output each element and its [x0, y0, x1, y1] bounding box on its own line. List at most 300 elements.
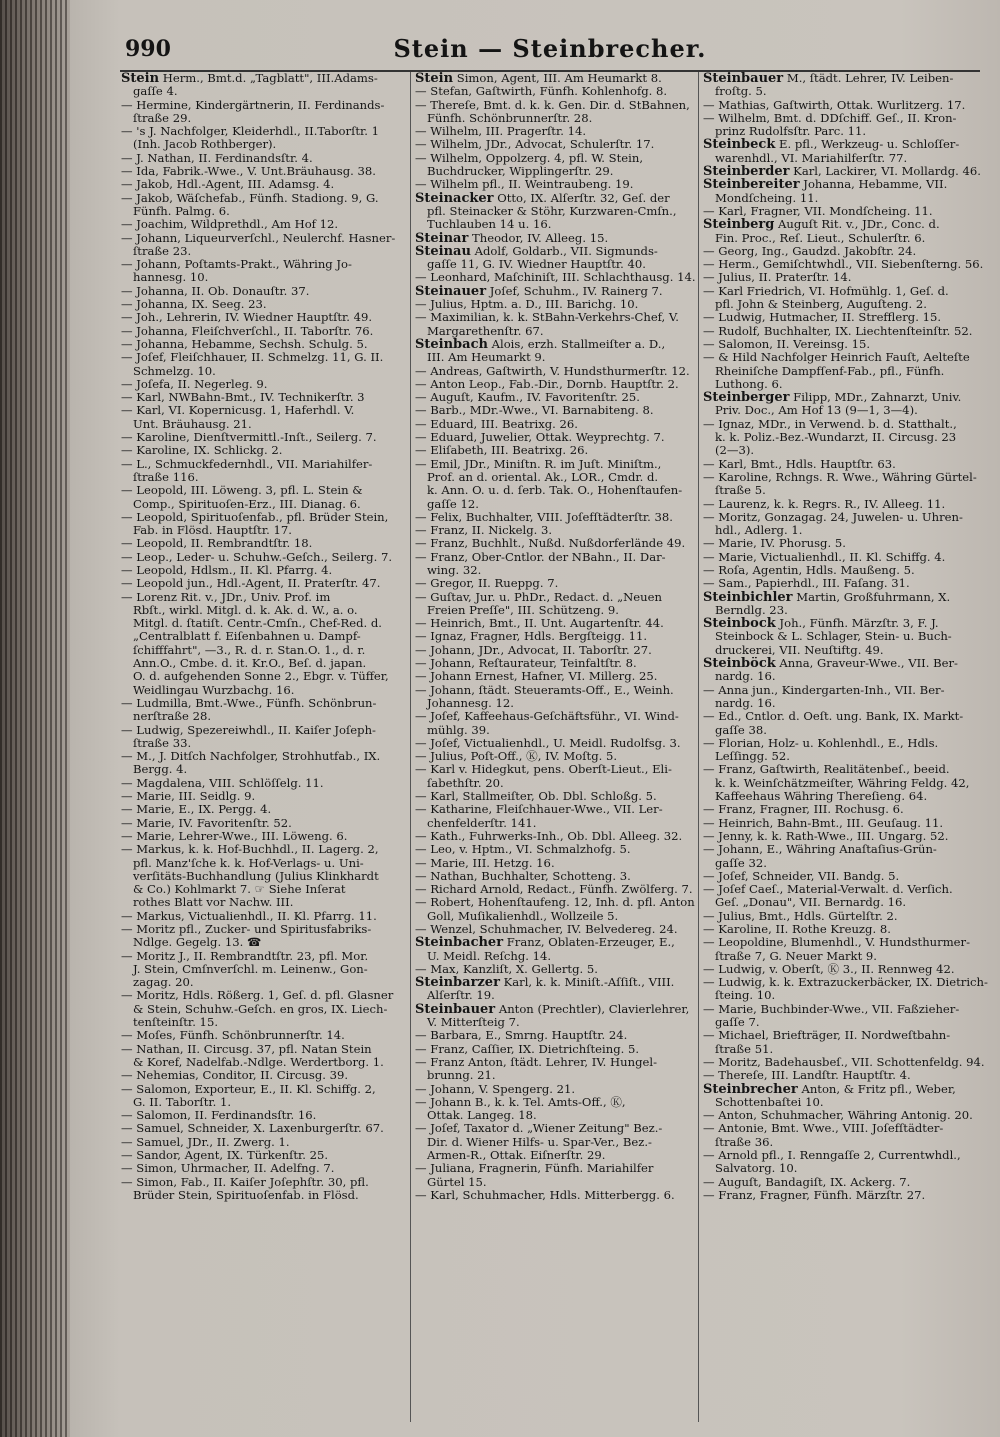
- entry-line: — Joſef, Taxator d. „Wiener Zeitung" Bez.-: [415, 1122, 663, 1136]
- entry-line: (Inh. Jacob Rothberger).: [133, 138, 277, 152]
- entry-line: — Wenzel, Schuhmacher, IV. Belvedereg. 24.: [415, 923, 678, 936]
- directory-entry: [415, 1122, 700, 1162]
- entry-line: — Johanna, IX. Seeg. 23.: [121, 298, 267, 312]
- directory-entry: [415, 936, 700, 963]
- entry-headword: Steinbach: [415, 337, 488, 352]
- entry-line: Luthong. 6.: [715, 377, 783, 391]
- entry-line: Mitgl. d. ſtatiſt. Centr.-Cmſn., Chef-Red. d.: [133, 617, 382, 631]
- entry-line: Steinbock & L. Schlager, Stein- u. Buch-: [715, 630, 952, 644]
- directory-entry: [703, 737, 988, 764]
- entry-line: ſtraße 36.: [715, 1135, 774, 1149]
- page-number: 990: [125, 36, 171, 62]
- entry-line: — Franz, Ober-Cntlor. der NBahn., II. Dar-: [415, 550, 666, 564]
- directory-entry: [121, 697, 406, 724]
- entry-line: — Anton Leop., Fab.-Dir., Dornb. Hauptſtr. 2.: [415, 377, 679, 391]
- entry-line: Schmelzg. 10.: [133, 364, 216, 378]
- directory-entry: [121, 285, 406, 298]
- directory-entry: [121, 152, 406, 165]
- directory-entry: [121, 232, 406, 259]
- directory-entry: [415, 378, 700, 391]
- entry-line: — Samuel, Schneider, X. Laxenburgerſtr. 67.: [121, 1122, 384, 1136]
- entry-line: Stein Simon, Agent, III. Am Heumarkt 8.: [415, 72, 662, 86]
- entry-line: U. Meidl. Reſchg. 14.: [427, 949, 552, 963]
- directory-entry: [121, 391, 406, 404]
- entry-line: — Ed., Cntlor. d. Oeſt. ung. Bank, IX. Markt-: [703, 710, 964, 724]
- entry-headword: Steinbereiter: [703, 178, 800, 192]
- directory-entry: [703, 271, 988, 284]
- column-2: [415, 72, 700, 1422]
- directory-entry: [415, 857, 700, 870]
- entry-line: — Robert, Hohenſtaufeng. 12, Inh. d. pfl. Anton: [415, 896, 695, 910]
- entry-line: — 's J. Nachfolger, Kleiderhdl., II.Taborſtr. 1: [121, 125, 380, 139]
- entry-line: — Laurenz, k. k. Regrs. R., IV. Alleeg. 11.: [703, 497, 946, 511]
- entry-line: ſabethſtr. 20.: [427, 776, 504, 790]
- directory-entry: [415, 551, 700, 578]
- entry-line: Kaffeehaus Währing Thereſieng. 64.: [715, 790, 928, 804]
- entry-line: — Rudolf, Buchhalter, IX. Liechtenſteinſtr. 52.: [703, 324, 973, 338]
- entry-line: Armen-R., Ottak. Eiſnerſtr. 29.: [427, 1149, 606, 1163]
- entry-line: Gürtel 15.: [427, 1175, 487, 1189]
- directory-entry: [703, 258, 988, 271]
- entry-line: J. Stein, Cmſnverſchl. m. Leinenw., Gon-: [133, 962, 368, 976]
- entry-line: — Samuel, JDr., II. Zwerg. 1.: [121, 1135, 290, 1149]
- directory-entry: [703, 1122, 988, 1149]
- directory-entry: [703, 245, 988, 258]
- entry-line: Steinbauer Anton (Prechtler), Clavierlehrer,: [415, 1002, 690, 1017]
- entry-line: — Moſes, Fünfh. Schönbrunnerſtr. 14.: [121, 1029, 345, 1043]
- entry-line: — Ludwig, Hutmacher, II. Strefflerg. 15.: [703, 311, 942, 325]
- directory-entry: [121, 431, 406, 444]
- entry-line: — Ida, Fabrik.-Wwe., V. Unt.Bräuhausg. 38.: [121, 165, 376, 179]
- directory-entry: [703, 564, 988, 577]
- entry-line: — Franz, Fragner, III. Rochusg. 6.: [703, 803, 904, 817]
- directory-entry: [415, 537, 700, 550]
- directory-entry: [415, 591, 700, 618]
- directory-entry: [121, 843, 406, 909]
- entry-line: — Lorenz Rit. v., JDr., Univ. Prof. im: [121, 590, 331, 604]
- directory-entry: [415, 803, 700, 830]
- entry-line: & Co.) Kohlmarkt 7. ☞ Siehe Inſerat: [133, 883, 346, 897]
- entry-headword: Stein: [121, 72, 160, 86]
- entry-line: — Joachim, Wildprethdl., Am Hof 12.: [121, 218, 339, 232]
- directory-entry: [121, 817, 406, 830]
- entry-line: verſitäts-Buchhandlung (Julius Klinkhardt: [133, 869, 379, 883]
- entry-line: ſtraße 29.: [133, 111, 192, 125]
- entry-line: — Karoline, II. Rothe Kreuzg. 8.: [703, 923, 891, 936]
- entry-line: Ndlge. Gegelg. 13. ☎: [133, 936, 262, 950]
- directory-entry: [121, 511, 406, 538]
- directory-entry: [121, 577, 406, 590]
- entry-line: — Marie, III. Hetzg. 16.: [415, 856, 555, 870]
- directory-entry: [415, 245, 700, 272]
- entry-line: — Ludwig, k. k. Extrazuckerbäcker, IX. Dietrich-: [703, 976, 988, 990]
- directory-entry: [415, 630, 700, 643]
- directory-entry: [121, 1029, 406, 1042]
- directory-entry: [121, 803, 406, 816]
- directory-entry: [121, 378, 406, 391]
- entry-headword: Stein: [415, 72, 454, 86]
- directory-entry: [415, 444, 700, 457]
- entry-line: — Marie, Lehrer-Wwe., III. Löweng. 6.: [121, 829, 348, 843]
- directory-entry: [415, 790, 700, 803]
- entry-line: wing. 32.: [427, 563, 482, 577]
- directory-entry: [703, 418, 988, 458]
- entry-line: Freien Preſſe", III. Schützeng. 9.: [427, 603, 619, 617]
- directory-entry: [415, 391, 700, 404]
- directory-entry: [121, 923, 406, 950]
- entry-line: druckerei, VII. Neuſtiftg. 49.: [715, 643, 884, 657]
- entry-line: — J. Nathan, II. Ferdinandsſtr. 4.: [121, 151, 313, 165]
- entry-line: Weidlingau Wurzbachg. 16.: [133, 683, 295, 697]
- entry-line: Steinberder Karl, Lackirer, VI. Mollardg. 46.: [703, 165, 981, 179]
- page-header: [120, 34, 980, 70]
- directory-entry: [121, 72, 406, 99]
- entry-line: — Marie, IV. Favoritenſtr. 52.: [121, 816, 292, 830]
- entry-line: ſtraße 116.: [133, 470, 199, 484]
- entry-line: warenhdl., VI. Mariahilferſtr. 77.: [715, 151, 908, 165]
- entry-line: — Franz, Buchhlt., Nußd. Nußdorferlände 49.: [415, 537, 686, 551]
- directory-entry: [703, 976, 988, 1003]
- entry-line: — Moritz pfl., Zucker- und Spiritusfabriks-: [121, 923, 372, 936]
- entry-line: pfl. Steinacker & Stöhr, Kurzwaren-Cmſn.,: [427, 204, 677, 218]
- directory-entry: [121, 484, 406, 511]
- entry-line: gaſſe 11, G. IV. Wiedner Hauptſtr. 40.: [427, 258, 646, 272]
- directory-entry: [415, 1003, 700, 1030]
- directory-entry: [703, 1056, 988, 1069]
- directory-entry: [121, 724, 406, 751]
- entry-line: — Joſefa, II. Negerleg. 9.: [121, 377, 268, 391]
- entry-line: „Centralblatt f. Eiſenbahnen u. Dampf-: [133, 630, 361, 644]
- entry-line: — Thereſe, III. Landſtr. Hauptſtr. 4.: [703, 1069, 911, 1083]
- entry-line: — Franz, II. Nickelg. 3.: [415, 524, 553, 538]
- entry-line: — Johann, JDr., Advocat, II. Taborſtr. 27.: [415, 643, 652, 657]
- entry-line: nardg. 16.: [715, 696, 776, 710]
- directory-entry: [121, 591, 406, 697]
- directory-entry: [121, 989, 406, 1029]
- entry-line: — Roſa, Agentin, Hdls. Maußeng. 5.: [703, 563, 915, 577]
- entry-line: — Jakob, Hdl.-Agent, III. Adamsg. 4.: [121, 178, 335, 192]
- directory-entry: [121, 564, 406, 577]
- entry-line: — Barb., MDr.-Wwe., VI. Barnabiteng. 8.: [415, 404, 654, 418]
- entry-headword: Steinacker: [415, 191, 494, 205]
- entry-line: — Johann B., k. k. Tel. Amts-Off., Ⓚ,: [415, 1095, 626, 1109]
- entry-line: Steinbock Joh., Fünfh. Märzſtr. 3, F. J.: [703, 617, 939, 631]
- directory-entry: [703, 72, 988, 99]
- entry-line: — Wilhelm, Oppolzerg. 4, pfl. W. Stein,: [415, 151, 644, 165]
- entry-line: Stein Herm., Bmt.d. „Tagblatt", III.Adams-: [121, 72, 378, 86]
- entry-line: — Ignaz, MDr., in Verwend. b. d. Statthalt.,: [703, 417, 957, 431]
- directory-entry: [703, 338, 988, 351]
- entry-line: Steinbrecher Anton, & Fritz pfl., Weber,: [703, 1082, 956, 1096]
- entry-line: brunng. 21.: [427, 1069, 496, 1083]
- directory-entry: [121, 1083, 406, 1110]
- entry-line: — Wilhelm, Bmt. d. DDſchiff. Geſ., II. Kron-: [703, 111, 957, 125]
- entry-line: ſtraße 51.: [715, 1042, 774, 1056]
- entry-line: Buchdrucker, Wipplingerſtr. 29.: [427, 165, 614, 179]
- entry-line: — Johanna, II. Ob. Donauſtr. 37.: [121, 284, 310, 298]
- directory-entry: [703, 617, 988, 657]
- directory-entry: [703, 112, 988, 139]
- directory-entry: [703, 458, 988, 471]
- entry-line: k. Ann. O. u. d. ſerb. Tak. O., Hohenſtaufen-: [427, 484, 683, 498]
- directory-entry: [703, 511, 988, 538]
- entry-line: Dir. d. Wiener Hilfs- u. Spar-Ver., Bez.-: [427, 1135, 652, 1149]
- directory-entry: [703, 923, 988, 936]
- directory-entry: [415, 896, 700, 923]
- entry-line: — Salomon, II. Ferdinandsſtr. 16.: [121, 1109, 317, 1123]
- entry-line: — Julius, Poſt-Off., Ⓚ, IV. Moſtg. 5.: [415, 750, 618, 764]
- entry-headword: Steinauer: [415, 284, 487, 299]
- entry-line: — & Hild Nachfolger Heinrich Fauſt, Aelteſte: [703, 351, 970, 365]
- directory-entry: [415, 1029, 700, 1042]
- entry-line: — Antonie, Bmt. Wwe., VIII. Joſefſtädter-: [703, 1122, 944, 1136]
- entry-line: Fünfh. Schönbrunnerſtr. 28.: [427, 111, 593, 125]
- book-binding-edge: [0, 0, 70, 1437]
- entry-line: Mondſcheing. 11.: [715, 191, 819, 205]
- directory-entry: [121, 1122, 406, 1135]
- entry-line: — Guſtav, Jur. u. PhDr., Redact. d. „Neuen: [415, 590, 662, 604]
- entry-line: — Franz, Gaſtwirth, Realitätenbeſ., beeid.: [703, 763, 950, 777]
- entry-line: — Katharine, Fleiſchhauer-Wwe., VII. Ler-: [415, 803, 663, 817]
- entry-line: — M., J. Ditſch Nachfolger, Strohhutfab., IX.: [121, 750, 381, 764]
- entry-line: — Eliſabeth, III. Beatrixg. 26.: [415, 444, 589, 458]
- entry-line: — Heinrich, Bahn-Bmt., III. Geuſaug. 11.: [703, 816, 944, 830]
- directory-entry: [121, 910, 406, 923]
- directory-entry: [121, 258, 406, 285]
- entry-line: Alſerſtr. 19.: [427, 989, 495, 1003]
- entry-line: nerſtraße 28.: [133, 710, 212, 724]
- entry-line: — Thereſe, Bmt. d. k. k. Gen. Dir. d. StBahnen,: [415, 98, 690, 112]
- directory-entry: [415, 271, 700, 284]
- directory-entry: [415, 843, 700, 856]
- directory-entry: [121, 458, 406, 485]
- entry-line: — Johann, Liqueurverſchl., Neulerchf. Hasner-: [121, 231, 396, 245]
- entry-line: Steinbichler Martin, Großfuhrmann, X.: [703, 590, 951, 604]
- directory-entry: [703, 843, 988, 870]
- entry-line: Steinbeck E. pfl., Werkzeug- u. Schloſſer-: [703, 138, 960, 152]
- entry-line: pfl. Manz'ſche k. k. Hof-Verlags- u. Uni-: [133, 856, 364, 870]
- directory-entry: [415, 923, 700, 936]
- directory-entry: [415, 1083, 700, 1096]
- directory-entry: [703, 178, 988, 205]
- directory-entry: [415, 125, 700, 138]
- entry-headword: Steinberder: [703, 165, 790, 179]
- entry-line: — Nehemias, Conditor, II. Circusg. 39.: [121, 1069, 349, 1083]
- entry-line: ſtraße 7, G. Neuer Markt 9.: [715, 949, 877, 963]
- entry-line: — Herm., Gemiſchtwhdl., VII. Siebenſterng. 56.: [703, 258, 984, 272]
- entry-line: ſtraße 23.: [133, 244, 192, 258]
- entry-line: — Johann, E., Währing Anaſtaſius-Grün-: [703, 843, 937, 857]
- directory-entry: [415, 670, 700, 683]
- entry-line: — Joſef Caeſ., Material-Verwalt. d. Verſich.: [703, 883, 953, 897]
- entry-line: — Franz Anton, ſtädt. Lehrer, IV. Hungel-: [415, 1055, 657, 1069]
- entry-line: — Eduard, Juwelier, Ottak. Weyprechtg. 7.: [415, 431, 665, 445]
- entry-line: — Georg, Ing., Gaudzd. Jakobſtr. 24.: [703, 244, 917, 258]
- directory-entry: [415, 311, 700, 338]
- directory-entry: [415, 365, 700, 378]
- directory-entry: [415, 178, 700, 191]
- entry-line: — Auguſt, Bandagiſt, IX. Ackerg. 7.: [703, 1175, 911, 1189]
- entry-line: — Leopold, III. Löweng. 3, pfl. L. Stein &: [121, 484, 363, 498]
- entry-line: gaſſe 4.: [133, 85, 178, 99]
- entry-line: — Karl Friedrich, VI. Hofmühlg. 1, Geſ. d.: [703, 284, 949, 298]
- entry-line: — Richard Arnold, Redact., Fünfh. Zwölferg. 7.: [415, 883, 693, 897]
- entry-line: Goll, Muſikalienhdl., Wollzeile 5.: [427, 909, 619, 923]
- entry-line: — Karoline, Rchngs. R. Wwe., Währing Gürtel-: [703, 470, 977, 484]
- entry-line: — Ludmilla, Bmt.-Wwe., Fünfh. Schönbrun-: [121, 696, 377, 710]
- entry-line: — Moritz, Badehausbeſ., VII. Schottenfeldg. 94.: [703, 1055, 985, 1069]
- entry-headword: Steinbock: [703, 617, 776, 631]
- entry-line: — Felix, Buchhalter, VIII. Joſefſtädterſtr. 38.: [415, 510, 673, 524]
- entry-line: — Hermine, Kindergärtnerin, II. Ferdinands-: [121, 98, 385, 112]
- entry-line: Salvatorg. 10.: [715, 1162, 798, 1176]
- directory-entry: [703, 883, 988, 910]
- entry-headword: Steinbauer: [703, 72, 784, 86]
- entry-line: — Juliana, Fragnerin, Fünfh. Mariahilfer: [415, 1162, 654, 1176]
- directory-entry: [121, 1043, 406, 1070]
- entry-line: III. Am Heumarkt 9.: [427, 351, 546, 365]
- directory-entry: [703, 763, 988, 803]
- directory-entry: [121, 338, 406, 351]
- entry-line: — Simon, Fab., II. Kaiſer Joſephſtr. 30, pfl.: [121, 1175, 369, 1189]
- entry-line: nardg. 16.: [715, 670, 776, 684]
- directory-entry: [415, 644, 700, 657]
- entry-line: — Leopold, Spirituoſenfab., pfl. Brüder Stein,: [121, 510, 389, 524]
- directory-entry: [703, 205, 988, 218]
- directory-entry: [121, 750, 406, 777]
- directory-entry: [415, 404, 700, 417]
- entry-line: — Ludwig, Spezereiwhdl., II. Kaiſer Joſeph-: [121, 723, 376, 737]
- directory-entry: [415, 963, 700, 976]
- entry-line: — Leopold jun., Hdl.-Agent, II. Praterſtr. 47.: [121, 577, 381, 591]
- entry-line: — Leopold, II. Rembrandtſtr. 18.: [121, 537, 313, 551]
- entry-headword: Steinbichler: [703, 590, 793, 604]
- directory-entry: [415, 577, 700, 590]
- directory-entry: [703, 99, 988, 112]
- entry-line: — Salomon, Exporteur, E., II. Kl. Schiffg. 2,: [121, 1082, 376, 1096]
- directory-entry: [121, 192, 406, 219]
- directory-entry: [703, 1069, 988, 1082]
- entry-line: — Johann, Reſtaurateur, Teinfaltſtr. 8.: [415, 657, 637, 671]
- column-3: [703, 72, 988, 1422]
- entry-line: Fünfh. Palmg. 6.: [133, 204, 230, 218]
- entry-line: Comp., Spirituoſen-Erz., III. Dianag. 6.: [133, 497, 361, 511]
- directory-entry: [121, 777, 406, 790]
- entry-line: — Markus, k. k. Hof-Buchhdl., II. Lagerg. 2,: [121, 843, 379, 857]
- entry-line: ſtraße 33.: [133, 736, 192, 750]
- directory-entry: [121, 125, 406, 152]
- entry-headword: Steinau: [415, 244, 471, 259]
- directory-entry: [703, 963, 988, 976]
- entry-line: — Joſef, Schneider, VII. Bandg. 5.: [703, 869, 900, 883]
- entry-line: — Arnold pfl., I. Renngaſſe 2, Currentwhdl.,: [703, 1149, 961, 1163]
- entry-line: Steinacker Otto, IX. Alſerſtr. 32, Geſ. der: [415, 191, 670, 205]
- directory-entry: [121, 99, 406, 126]
- entry-line: — Karl, Stallmeiſter, Ob. Dbl. Schloßg. 5.: [415, 790, 657, 804]
- entry-line: — Ignaz, Fragner, Hdls. Bergſteigg. 11.: [415, 630, 648, 644]
- entry-line: — Wilhelm, JDr., Advocat, Schulerſtr. 17.: [415, 138, 655, 152]
- entry-line: — Johann Ernest, Hafner, VI. Millerg. 25.: [415, 670, 658, 684]
- directory-entry: [703, 218, 988, 245]
- directory-entry: [121, 1176, 406, 1203]
- directory-entry: [703, 285, 988, 312]
- directory-entry: [703, 1083, 988, 1110]
- entry-line: V. Mitterſteig 7.: [427, 1016, 520, 1030]
- directory-entry: [121, 830, 406, 843]
- entry-line: ſteing. 10.: [715, 989, 776, 1003]
- entry-line: — Maximilian, k. k. StBahn-Verkehrs-Chef, V.: [415, 311, 679, 325]
- entry-line: gaſſe 7.: [715, 1016, 760, 1030]
- entry-line: Leſſingg. 52.: [715, 750, 790, 764]
- entry-headword: Steinberger: [703, 391, 790, 405]
- entry-line: — Simon, Uhrmacher, II. Adelfng. 7.: [121, 1162, 335, 1176]
- directory-entry: [415, 138, 700, 151]
- directory-entry: [121, 950, 406, 990]
- entry-headword: Steinberg: [703, 218, 775, 232]
- directory-entry: [703, 936, 988, 963]
- entry-headword: Steinbarzer: [415, 976, 500, 990]
- directory-entry: [415, 72, 700, 85]
- directory-entry: [415, 1043, 700, 1056]
- directory-entry: [415, 1096, 700, 1123]
- entry-line: & Koref, Nadelfab.-Ndlge. Werdertborg. 1.: [133, 1055, 384, 1069]
- entry-line: Steinberger Filipp, MDr., Zahnarzt, Univ.: [703, 391, 962, 405]
- entry-line: — Karl, Fragner, VII. Mondſcheing. 11.: [703, 204, 933, 218]
- directory-entry: [415, 99, 700, 126]
- entry-line: hdl., Adlerg. 1.: [715, 524, 803, 538]
- directory-entry: [703, 657, 988, 684]
- entry-line: — Michael, Briefträger, II. Nordweſtbahn-: [703, 1029, 951, 1043]
- directory-entry: [415, 1162, 700, 1189]
- directory-entry: [415, 458, 700, 511]
- entry-line: — Leop., Leder- u. Schuhw.-Geſch., Seilerg. 7.: [121, 550, 393, 564]
- directory-entry: [703, 1149, 988, 1176]
- entry-line: — Markus, Victualienhdl., II. Kl. Pfarrg. 11.: [121, 909, 377, 923]
- entry-line: — Emil, JDr., Miniſtn. R. im Juſt. Miniſtm.,: [415, 457, 662, 471]
- directory-entry: [415, 710, 700, 737]
- directory-entry: [703, 910, 988, 923]
- directory-entry: [121, 444, 406, 457]
- entry-line: — Auguſt, Kaufm., IV. Favoritenſtr. 25.: [415, 391, 640, 405]
- entry-line: pfl. John & Steinberg, Auguſteng. 2.: [715, 298, 927, 312]
- directory-entry: [121, 351, 406, 378]
- entry-line: — Heinrich, Bmt., II. Unt. Augartenſtr. 44.: [415, 617, 664, 631]
- entry-line: Rheiniſche Dampfſenf-Fab., pfl., Fünfh.: [715, 364, 945, 378]
- entry-line: k. k. Weinſchätzmeiſter, Währing Feldg. 42,: [715, 776, 970, 790]
- entry-line: — Barbara, E., Smrng. Hauptſtr. 24.: [415, 1029, 628, 1043]
- entry-line: Rbſt., wirkl. Mitgl. d. k. Ak. d. W., a. o.: [133, 603, 358, 617]
- directory-entry: [703, 1003, 988, 1030]
- entry-line: ſchifffahrt", —3., R. d. r. Stan.O. 1., d. r.: [133, 643, 366, 657]
- entry-line: — Florian, Holz- u. Kohlenhdl., E., Hdls.: [703, 736, 939, 750]
- directory-entry: [121, 1069, 406, 1082]
- directory-entry: [121, 404, 406, 431]
- directory-entry: [703, 577, 988, 590]
- directory-entry: [415, 830, 700, 843]
- entry-line: — Karoline, IX. Schlickg. 2.: [121, 444, 283, 458]
- entry-line: ſtraße 5.: [715, 484, 766, 498]
- entry-line: — Joſef, Victualienhdl., U. Meidl. Rudolfsg. 3.: [415, 736, 681, 750]
- entry-line: — Sam., Papierhdl., III. Faſang. 31.: [703, 577, 910, 591]
- entry-line: — Jenny, k. k. Rath-Wwe., III. Ungarg. 52.: [703, 829, 949, 843]
- entry-line: — Eduard, III. Beatrixg. 26.: [415, 417, 578, 431]
- entry-line: Unt. Bräuhausg. 21.: [133, 417, 252, 431]
- entry-line: Steinberg Auguſt Rit. v., JDr., Conc. d.: [703, 218, 940, 232]
- entry-line: — Salomon, II. Vereinsg. 15.: [703, 337, 871, 351]
- entry-line: gaſſe 38.: [715, 723, 767, 737]
- directory-entry: [415, 750, 700, 763]
- directory-entry: [415, 657, 700, 670]
